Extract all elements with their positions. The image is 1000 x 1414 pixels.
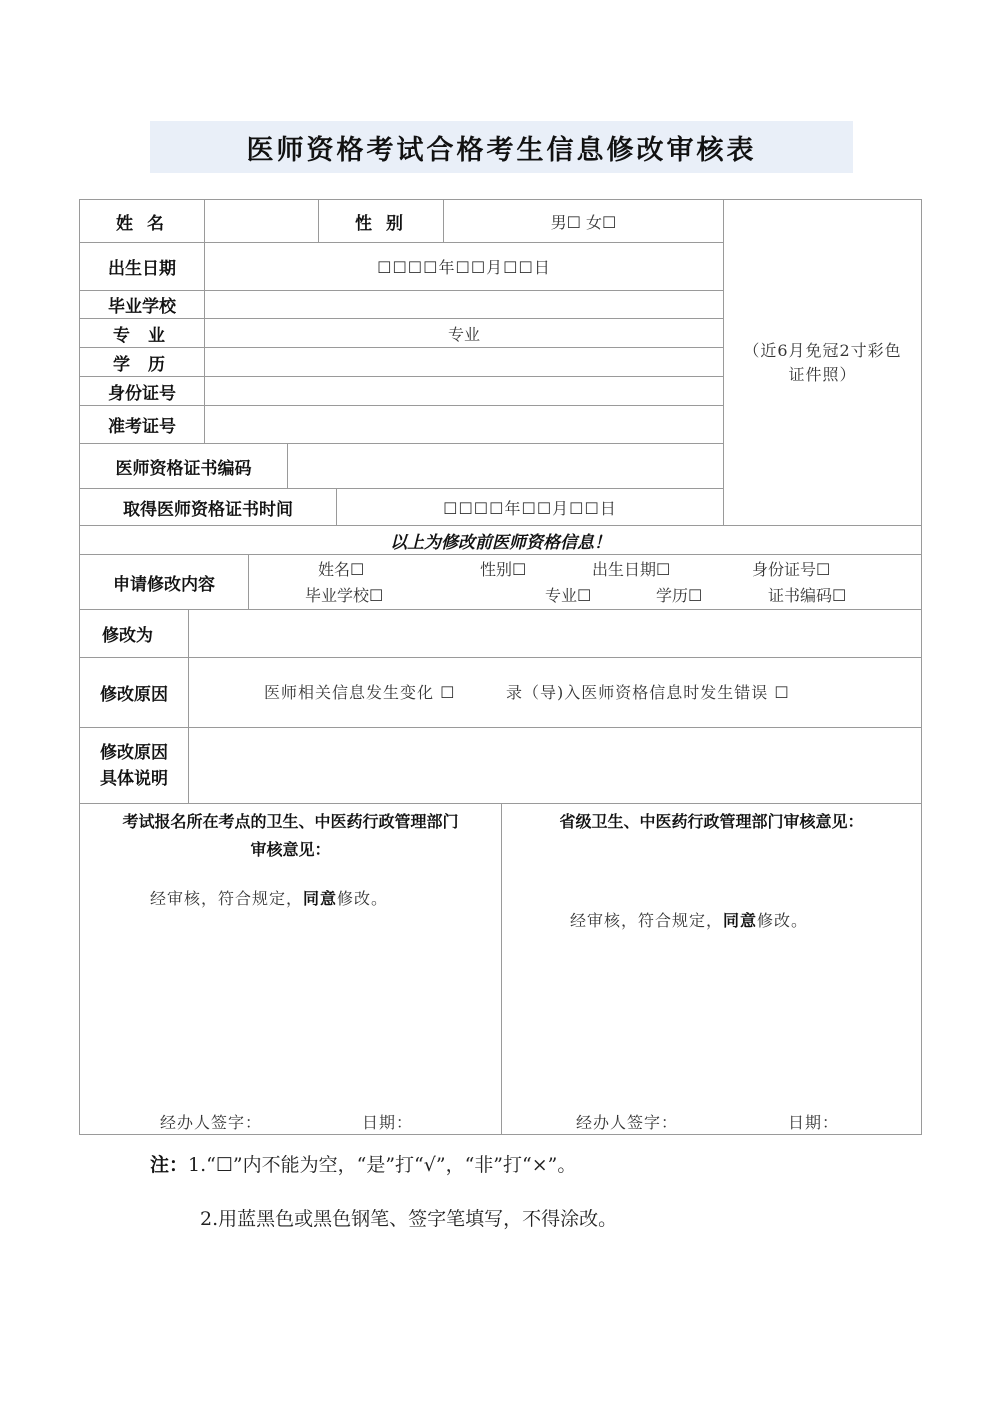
province-review-heading: 省级卫生、中医药行政管理部门审核意见：	[559, 812, 864, 831]
note-text-1: 1.“☐”内不能为空，“是”打“√”，“非”打“×”。	[188, 1154, 577, 1176]
photo-box[interactable]	[724, 200, 921, 525]
form-title-banner	[150, 121, 853, 173]
apply-option-certificate-number[interactable]: 证书编码☐	[768, 586, 847, 605]
birth-date-field[interactable]: ☐☐☐☐年☐☐月☐☐日	[377, 258, 551, 277]
opinion-prefix: 经审核，符合规定，	[150, 889, 304, 908]
school-field[interactable]	[205, 291, 723, 318]
apply-option-gender[interactable]: 性别☐	[480, 560, 527, 579]
county-date-label: 日期：	[362, 1113, 414, 1132]
county-review-box	[80, 804, 501, 1134]
apply-content-label: 申请修改内容	[113, 574, 215, 595]
certificate-time-field[interactable]: ☐☐☐☐年☐☐月☐☐日	[443, 498, 617, 518]
county-signer-label: 经办人签字：	[160, 1113, 263, 1132]
province-review-opinion	[570, 908, 808, 931]
note-prefix: 注：	[150, 1154, 189, 1176]
row-line	[79, 657, 922, 658]
certificate-number-label: 医师资格证书编码	[115, 458, 252, 479]
reason-option-entry-error[interactable]: 录（导)入医师资格信息时发生错误 ☐	[506, 683, 790, 702]
apply-option-birth-date[interactable]: 出生日期☐	[592, 560, 671, 579]
name-label: 姓 名	[116, 213, 168, 234]
school-label: 毕业学校	[108, 297, 176, 317]
id-number-field[interactable]	[205, 377, 723, 405]
certificate-number-field[interactable]	[288, 444, 723, 488]
opinion-prefix: 经审核，符合规定，	[570, 911, 724, 930]
education-field[interactable]	[205, 348, 723, 376]
birth-date-label: 出生日期	[108, 259, 176, 279]
reason-option-info-changed[interactable]: 医师相关信息发生变化 ☐	[264, 683, 456, 702]
major-label: 专 业	[113, 325, 171, 346]
photo-note-line2: 证件照）	[788, 364, 857, 384]
col-line	[248, 554, 249, 609]
note-line-2: 2.用蓝黑色或黑色钢笔、签字笔填写，不得涂改。	[200, 1208, 618, 1230]
form-title: 医师资格考试合格考生信息修改审核表	[246, 134, 757, 166]
gender-label: 性 别	[355, 213, 407, 234]
county-review-heading-line2: 审核意见：	[250, 840, 331, 859]
pre-modification-banner: 以上为修改前医师资格信息！	[390, 532, 611, 553]
id-number-label: 身份证号	[108, 383, 176, 404]
education-label: 学 历	[113, 354, 171, 375]
reason-detail-label	[80, 728, 188, 803]
modify-to-field[interactable]	[189, 610, 921, 657]
province-date-label: 日期：	[788, 1113, 840, 1132]
reason-detail-field[interactable]	[189, 728, 921, 803]
reason-detail-label-line2: 具体说明	[100, 768, 168, 789]
county-review-opinion	[150, 886, 388, 909]
admission-number-label: 准考证号	[108, 417, 176, 437]
opinion-suffix: 修改。	[757, 911, 809, 930]
opinion-agree: 同意	[303, 889, 338, 908]
apply-option-major[interactable]: 专业☐	[545, 586, 592, 605]
major-field[interactable]: 专业	[447, 324, 480, 344]
reason-detail-label-line1: 修改原因	[100, 742, 168, 763]
province-review-box	[502, 804, 921, 1134]
apply-option-education[interactable]: 学历☐	[656, 586, 703, 605]
gender-options[interactable]: 男☐ 女☐	[550, 212, 617, 232]
table-border-right	[921, 199, 922, 1135]
modify-to-label: 修改为	[102, 626, 153, 646]
apply-option-id-number[interactable]: 身份证号☐	[752, 560, 831, 579]
province-signer-label: 经办人签字：	[576, 1113, 679, 1132]
opinion-suffix: 修改。	[337, 889, 389, 908]
table-border-bottom	[79, 1134, 922, 1135]
name-field[interactable]	[205, 200, 318, 242]
apply-option-school[interactable]: 毕业学校☐	[305, 586, 384, 605]
modify-reason-label: 修改原因	[100, 685, 168, 705]
opinion-agree: 同意	[723, 911, 758, 930]
certificate-time-label: 取得医师资格证书时间	[123, 499, 293, 520]
note-line-1	[150, 1150, 576, 1177]
county-review-heading-line1: 考试报名所在考点的卫生、中医药行政管理部门	[122, 812, 459, 831]
photo-note-line1: （近6月免冠2寸彩色	[743, 340, 902, 360]
admission-number-field[interactable]	[205, 406, 723, 443]
apply-option-name[interactable]: 姓名☐	[318, 560, 365, 579]
